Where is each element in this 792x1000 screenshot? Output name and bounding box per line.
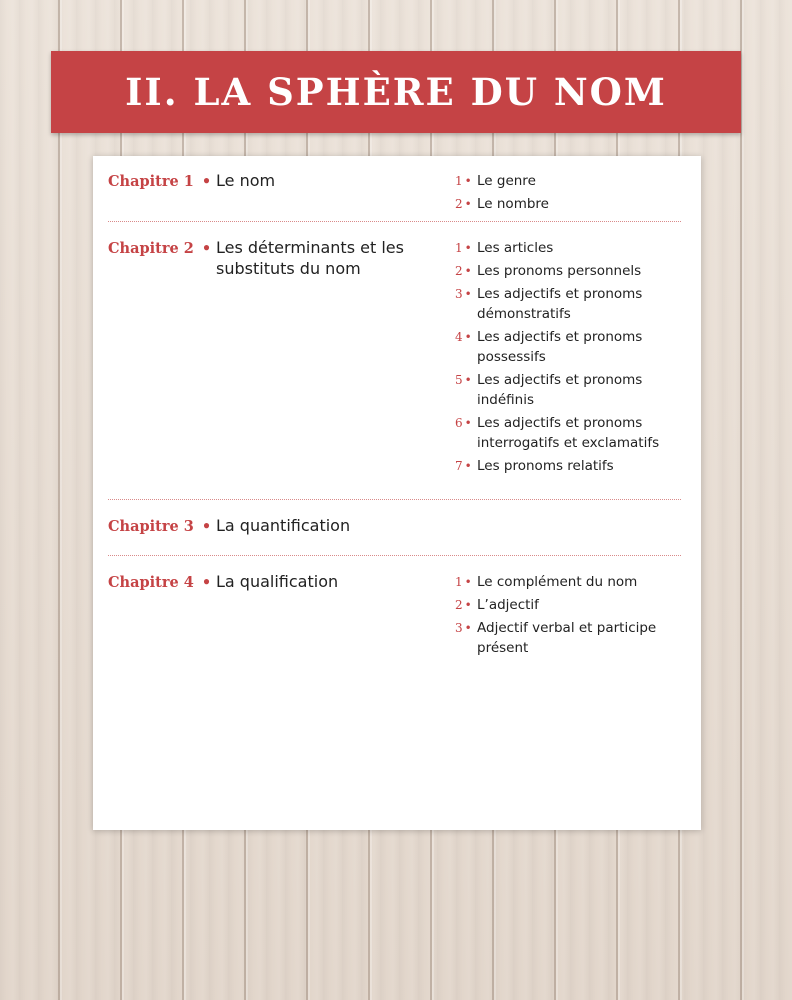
chapter-title: Les déterminants et les substituts du nom — [216, 238, 404, 278]
section-item — [455, 238, 690, 258]
section-number: 6 — [455, 416, 463, 430]
bullet: • — [464, 330, 472, 344]
section-number: 5 — [455, 373, 463, 387]
section-text: Le nombre — [477, 196, 549, 212]
bullet: • — [201, 240, 212, 257]
part-banner — [51, 51, 741, 133]
section-item — [455, 261, 690, 281]
section-number: 2 — [455, 264, 463, 278]
section-item — [455, 456, 690, 476]
chapter-label — [108, 574, 211, 591]
section-text: Les articles — [477, 240, 554, 256]
section-text: Les pronoms relatifs — [477, 458, 614, 474]
section-number: 3 — [455, 621, 463, 635]
chapter-number: Chapitre 2 — [108, 240, 194, 257]
bullet: • — [464, 621, 472, 635]
section-text: Le genre — [477, 173, 536, 189]
bullet: • — [464, 174, 472, 188]
section-text: Les adjectifs et pronoms démonstratifs — [477, 286, 643, 322]
section-number: 7 — [455, 459, 463, 473]
chapter-number: Chapitre 1 — [108, 173, 194, 190]
section-text: Les adjectifs et pronoms possessifs — [477, 329, 643, 365]
section-item — [455, 595, 690, 615]
section-number: 1 — [455, 575, 463, 589]
section-number: 1 — [455, 241, 463, 255]
section-list — [455, 572, 690, 661]
section-number: 1 — [455, 174, 463, 188]
divider — [108, 499, 681, 500]
section-item — [455, 327, 690, 367]
section-number: 3 — [455, 287, 463, 301]
chapter-title: La qualification — [216, 572, 339, 591]
section-text: Les adjectifs et pronoms interrogatifs et exclamatifs — [477, 415, 660, 451]
section-list — [455, 238, 690, 479]
bullet: • — [464, 264, 472, 278]
section-text: Le complément du nom — [477, 574, 638, 590]
section-text: L’adjectif — [477, 597, 539, 613]
section-text: Les pronoms personnels — [477, 263, 642, 279]
section-item — [455, 171, 690, 191]
section-item — [455, 284, 690, 324]
chapter-number: Chapitre 3 — [108, 518, 194, 535]
section-text: Les adjectifs et pronoms indéfinis — [477, 372, 643, 408]
section-item — [455, 413, 690, 453]
bullet: • — [464, 416, 472, 430]
divider — [108, 555, 681, 556]
bullet: • — [464, 598, 472, 612]
chapter-label — [108, 240, 211, 257]
divider — [108, 221, 681, 222]
chapter-label — [108, 518, 211, 535]
section-text: Adjectif verbal et participe présent — [477, 620, 657, 656]
bullet: • — [464, 575, 472, 589]
bullet: • — [464, 241, 472, 255]
section-item — [455, 370, 690, 410]
bullet: • — [464, 373, 472, 387]
chapter-number: Chapitre 4 — [108, 574, 194, 591]
bullet: • — [201, 518, 212, 535]
bullet: • — [464, 197, 472, 211]
section-number: 4 — [455, 330, 463, 344]
section-item — [455, 194, 690, 214]
bullet: • — [464, 459, 472, 473]
part-title: II. LA SPHÈRE DU NOM — [125, 70, 667, 114]
bullet: • — [464, 287, 472, 301]
section-item — [455, 618, 690, 658]
chapter-title: Le nom — [216, 171, 276, 190]
section-number: 2 — [455, 197, 463, 211]
toc-card — [93, 156, 701, 830]
section-list — [455, 171, 690, 217]
bullet: • — [201, 574, 212, 591]
section-number: 2 — [455, 598, 463, 612]
chapter-label — [108, 173, 211, 190]
bullet: • — [201, 173, 212, 190]
section-item — [455, 572, 690, 592]
chapter-title: La quantification — [216, 516, 351, 535]
